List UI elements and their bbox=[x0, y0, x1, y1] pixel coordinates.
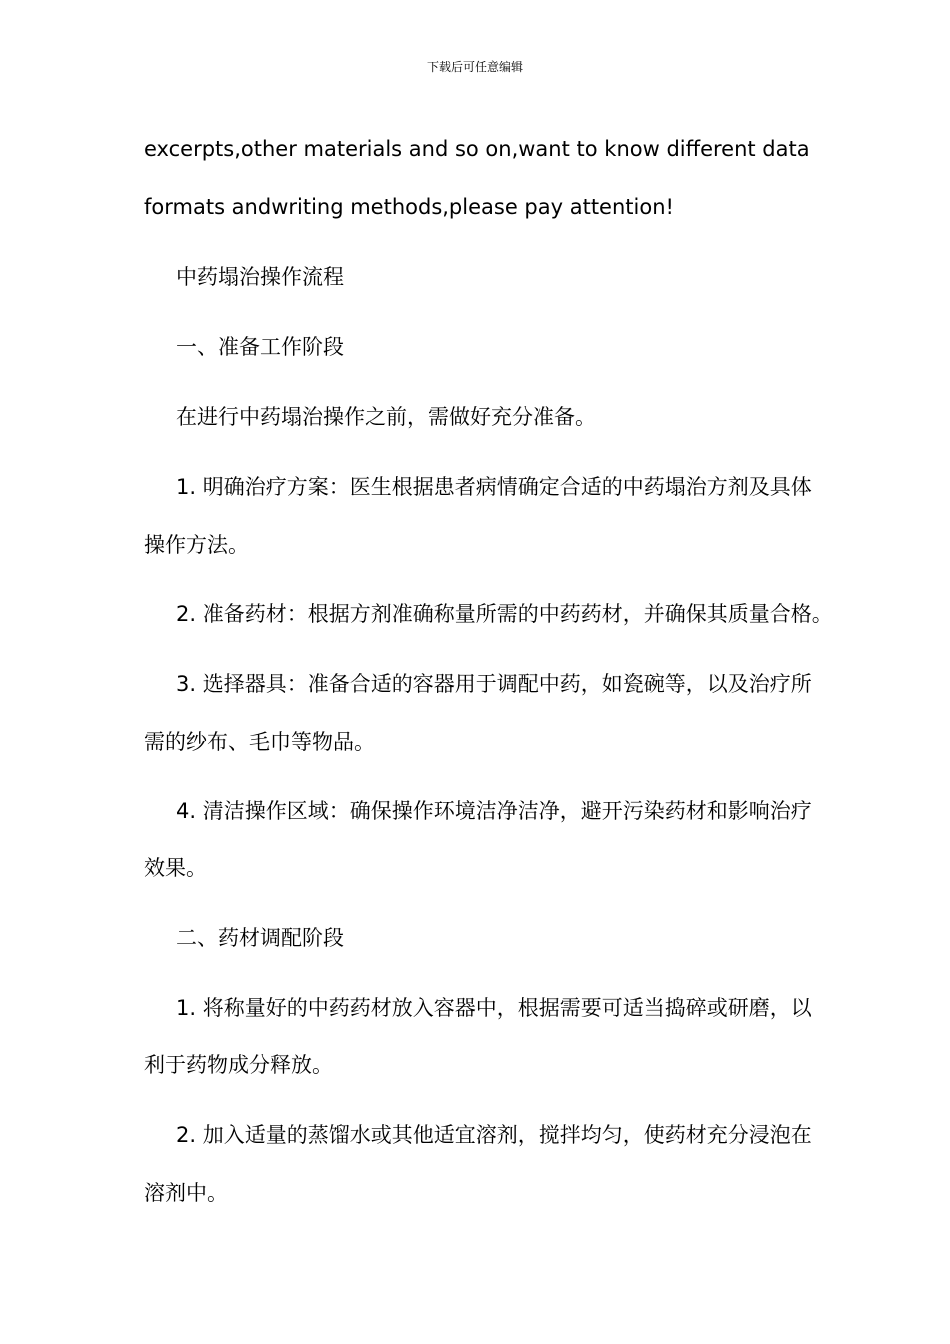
list-item-2: 2. 准备药材：根据方剂准确称量所需的中药药材，并确保其质量合格。 bbox=[176, 602, 833, 626]
list-item-1-continued: 操作方法。 bbox=[144, 533, 249, 557]
list-item-4: 4. 清洁操作区域：确保操作环境洁净洁净，避开污染药材和影响治疗 bbox=[176, 799, 812, 823]
list-item-2-continued: 溶剂中。 bbox=[144, 1181, 228, 1205]
section-heading-preparation: 一、准备工作阶段 bbox=[176, 335, 344, 359]
list-item-4-continued: 效果。 bbox=[144, 856, 207, 880]
list-item-1: 1. 将称量好的中药药材放入容器中，根据需要可适当捣碎或研磨，以 bbox=[176, 996, 812, 1020]
list-item-3: 3. 选择器具：准备合适的容器用于调配中药，如瓷碗等，以及治疗所 bbox=[176, 672, 812, 696]
paragraph-intro: 在进行中药塌治操作之前，需做好充分准备。 bbox=[176, 405, 596, 429]
body-text-line: formats andwriting methods,please pay attention! bbox=[144, 195, 674, 219]
list-item-2: 2. 加入适量的蒸馏水或其他适宜溶剂，搅拌均匀，使药材充分浸泡在 bbox=[176, 1123, 812, 1147]
page-header: 下载后可任意编辑 bbox=[426, 60, 523, 74]
body-text-line: excerpts,other materials and so on,want to know different data bbox=[144, 137, 810, 161]
list-item-1: 1. 明确治疗方案：医生根据患者病情确定合适的中药塌治方剂及具体 bbox=[176, 475, 812, 499]
list-item-1-continued: 利于药物成分释放。 bbox=[144, 1053, 333, 1077]
document-title: 中药塌治操作流程 bbox=[176, 265, 344, 289]
list-item-3-continued: 需的纱布、毛巾等物品。 bbox=[144, 730, 375, 754]
section-heading-dispensing: 二、药材调配阶段 bbox=[176, 926, 344, 950]
